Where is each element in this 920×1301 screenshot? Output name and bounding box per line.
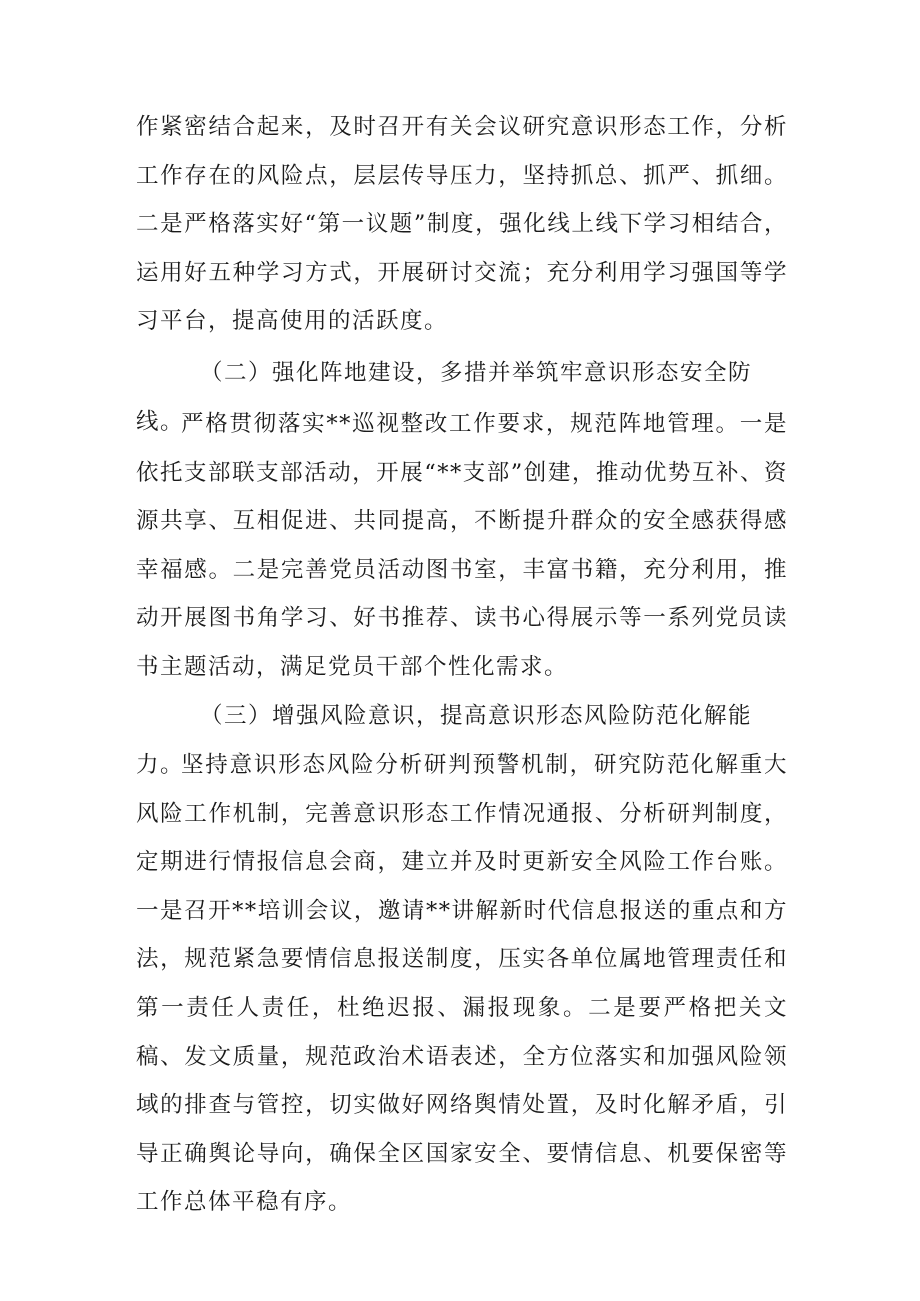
paragraph-continued: 作紧密结合起来，及时召开有关会议研究意识形态工作，分析工作存在的风险点，层层传导压力，坚持抓总、抓严、抓细。二是严格落实好“第一议题”制度，强化线上线下学习相结合，运用好五种学习方式，开展研讨交流；充分利用学习强国等学习平台，提高使用的活跃度。 (136, 114, 788, 335)
section-heading-2: （二）强化阵地建设，多措并举筑牢意识形态安全防线。 (136, 360, 753, 435)
section-heading-3: （三）增强风险意识，提高意识形态风险防范化解能力。 (136, 703, 753, 778)
paragraph-section-2: 严格贯彻落实**巡视整改工作要求，规范阵地管理。一是依托支部联支部活动，开展“**支部”创建，推动优势互补、资源共享、互相促进、共同提高，不断提升群众的安全感获得感幸福感。二是完善党员活动图书室，丰富书籍，充分利用，推动开展图书角学习、好书推荐、读书心得展示等一系列党员读书主题活动，满足党员干部个性化需求。 (136, 411, 788, 680)
paragraph-section-3: 坚持意识形态风险分析研判预警机制，研究防范化解重大风险工作机制，完善意识形态工作情况通报、分析研判制度，定期进行情报信息会商，建立并及时更新安全风险工作台账。一是召开**培训会议，邀请**讲解新时代信息报送的重点和方法，规范紧急要情信息报送制度，压实各单位属地管理责任和第一责任人责任，杜绝迟报、漏报现象。二是要严格把关文稿、发文质量，规范政治术语表述，全方位落实和加强风险领域的排查与管控，切实做好网络舆情处置，及时化解矛盾，引导正确舆论导向，确保全区国家安全、要情信息、机要保密等工作总体平稳有序。 (136, 752, 788, 1216)
